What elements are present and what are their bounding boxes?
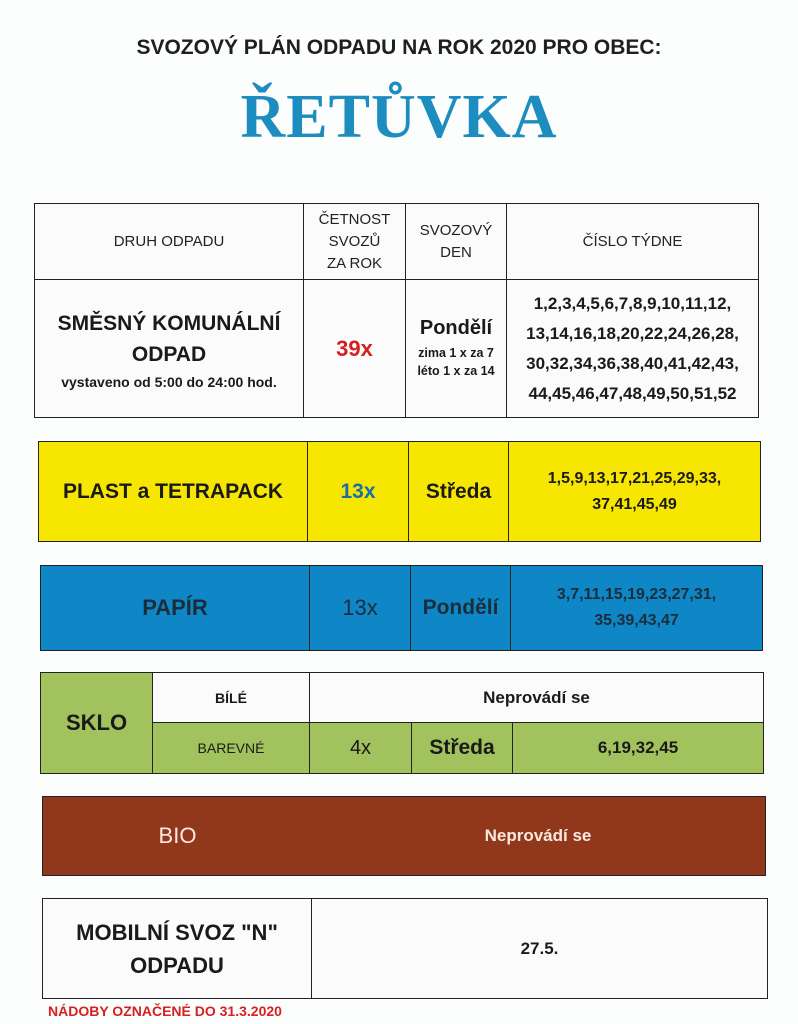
mobile-name: MOBILNÍ SVOZ "N" ODPADU xyxy=(76,919,278,978)
bio-name: BIO xyxy=(158,823,197,848)
glass-name-cell xyxy=(40,672,153,774)
mixed-waste-day: Pondělí xyxy=(419,317,493,339)
mobile-date-cell xyxy=(311,898,768,999)
mixed-waste-count: 39x xyxy=(336,335,373,361)
mixed-waste-summer: léto 1 x za 14 xyxy=(417,364,495,378)
paper-weeks: 3,7,11,15,19,23,27,31, 35,39,43,47 xyxy=(556,586,717,629)
header-day-label: SVOZOVÝ DEN xyxy=(419,221,493,261)
mixed-waste-count-cell xyxy=(303,279,406,418)
paper-day-cell xyxy=(410,565,511,651)
paper-name: PAPÍR xyxy=(142,595,208,620)
village-name: ŘETŮVKA xyxy=(240,83,558,151)
paper-name-cell xyxy=(40,565,310,651)
mixed-waste-weeks-cell xyxy=(506,279,759,418)
mixed-waste-weeks: 1,2,3,4,5,6,7,8,9,10,11,12, 13,14,16,18,20,22,24,26,28, 30,32,34,36,38,40,41,42,43, 44,45,46,47,48,49,50,51,52 xyxy=(526,293,739,403)
paper-weeks-cell xyxy=(510,565,763,651)
plastic-count: 13x xyxy=(340,479,376,503)
header-weeks-label: ČÍSLO TÝDNE xyxy=(582,232,683,250)
bio-name-cell xyxy=(42,796,312,876)
glass-colored-count-cell xyxy=(309,722,412,774)
glass-white-value-cell xyxy=(309,672,764,723)
glass-colored-weeks: 6,19,32,45 xyxy=(597,738,679,757)
footer-note: NÁDOBY OZNAČENÉ DO 31.3.2020 xyxy=(48,1003,282,1019)
header-weeks xyxy=(506,203,759,280)
mobile-date: 27.5. xyxy=(520,938,559,958)
header-frequency xyxy=(303,203,406,280)
glass-colored-weeks-cell xyxy=(512,722,764,774)
header-type xyxy=(34,203,304,280)
plastic-name: PLAST a TETRAPACK xyxy=(62,479,284,503)
glass-colored-label: BAREVNÉ xyxy=(197,740,265,756)
bio-value-cell xyxy=(311,796,766,876)
paper-count-cell xyxy=(309,565,411,651)
glass-colored-day: Středa xyxy=(429,736,495,759)
paper-count: 13x xyxy=(342,595,378,620)
mixed-waste-note: vystaveno od 5:00 do 24:00 hod. xyxy=(61,373,277,390)
mobile-name-cell xyxy=(42,898,312,999)
glass-colored-day-cell xyxy=(411,722,513,774)
paper-day: Pondělí xyxy=(422,596,499,619)
bio-value: Neprovádí se xyxy=(484,826,592,845)
mixed-waste-day-cell xyxy=(405,279,507,418)
glass-white-value: Neprovádí se xyxy=(483,687,590,707)
plastic-weeks: 1,5,9,13,17,21,25,29,33, 37,41,45,49 xyxy=(547,469,722,513)
plastic-day: Středa xyxy=(425,479,492,503)
header-type-label: DRUH ODPADU xyxy=(113,232,225,250)
mixed-waste-name-cell xyxy=(34,279,304,418)
header-day xyxy=(405,203,507,280)
plastic-day-cell xyxy=(408,441,509,542)
header-frequency-label: ČETNOST SVOZŮ ZA ROK xyxy=(318,210,391,272)
mixed-waste-winter: zima 1 x za 7 xyxy=(418,346,494,360)
plastic-weeks-cell xyxy=(508,441,761,542)
mixed-waste-name: SMĚSNÝ KOMUNÁLNÍ ODPAD xyxy=(57,311,281,366)
glass-white-label-cell xyxy=(152,672,310,723)
plastic-count-cell xyxy=(307,441,409,542)
plastic-name-cell xyxy=(38,441,308,542)
glass-colored-label-cell xyxy=(152,722,310,774)
page-title: SVOZOVÝ PLÁN ODPADU NA ROK 2020 PRO OBEC: xyxy=(136,36,662,59)
glass-white-label: BÍLÉ xyxy=(215,689,247,706)
glass-colored-count: 4x xyxy=(349,736,372,759)
glass-name: SKLO xyxy=(65,710,128,735)
